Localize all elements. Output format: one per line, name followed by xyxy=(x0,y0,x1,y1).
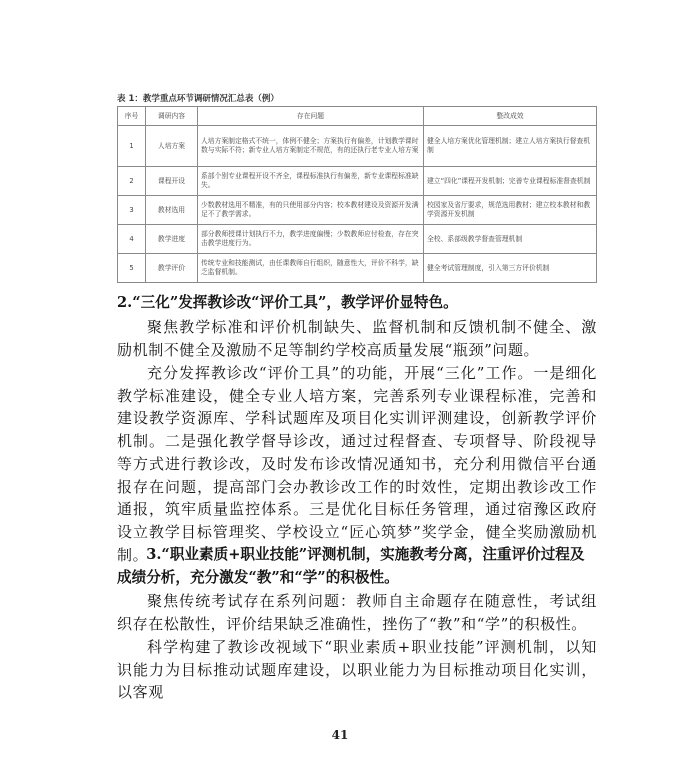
table-row xyxy=(118,167,597,196)
header-item: 调研内容 xyxy=(146,107,198,126)
page-number: 41 xyxy=(331,728,349,742)
cell-no: 4 xyxy=(118,225,146,254)
cell-no: 5 xyxy=(118,254,146,283)
cell-result: 健全考试管理制度，引入第三方评价机制 xyxy=(424,254,597,283)
paragraph-1: 聚焦教学标准和评价机制缺失、监督机制和反馈机制不健全、激励机制不健全及激励不足等制约学校高质量发展“瓶颈”问题。 xyxy=(117,318,597,359)
header-result: 整改成效 xyxy=(424,107,597,126)
section-heading-2: 2.“三化”发挥教诊改“评价工具”，教学评价显特色。 xyxy=(117,294,458,311)
header-no: 序号 xyxy=(118,107,146,126)
paragraph-3: 聚焦传统考试存在系列问题：教师自主命题存在随意性，考试组织存在松散性，评价结果缺乏准确性，挫伤了“教”和“学”的积极性。 xyxy=(117,592,597,633)
table-row xyxy=(118,126,597,167)
table-row xyxy=(118,196,597,225)
cell-item: 人培方案 xyxy=(146,126,198,167)
paragraph-4: 科学构建了教诊改视域下“职业素质+职业技能”评测机制，以知识能力为目标推动试题库建设，以职业能力为目标推动项目化实训，以客观 xyxy=(117,638,597,702)
cell-result: 全校、系部级教学督查管理机制 xyxy=(424,225,597,254)
table-row xyxy=(118,254,597,283)
cell-item: 教学进度 xyxy=(146,225,198,254)
table-header-row xyxy=(118,107,597,126)
cell-result: 健全人培方案优化管理机制；建立人培方案执行督查机制 xyxy=(424,126,597,167)
table-row xyxy=(118,225,597,254)
cell-problem: 传统专业和技能测试，由任课教师自行组织，随意性大，评价不科学，缺乏监督机制。 xyxy=(198,254,424,283)
cell-no: 2 xyxy=(118,167,146,196)
paragraph-2: 充分发挥教诊改“评价工具”的功能，开展“三化”工作。一是细化教学标准建设，健全专业人培方案，完善系列专业课程标准，完善和建设教学资源库、学科试题库及项目化实训评测建设，创新教学评价机制。二是强化教学督导诊改，通过过程督查、专项督导、阶段视导等方式进行教诊改，及时发布诊改情况通知书，充分利用微信平台通报存在问题，提高部门会办教诊改工作的时效性，定期出教诊改工作通报，筑牢质量监控体系。三是优化目标任务管理，通过宿豫区政府设立教学目标管理奖、学校设立“匠心筑梦”奖学金，健全奖励激励机制。 xyxy=(117,364,597,564)
cell-no: 3 xyxy=(118,196,146,225)
summary-table xyxy=(117,106,597,283)
cell-result: 建立“四化”课程开发机制；完善专业课程标准督查机制 xyxy=(424,167,597,196)
cell-no: 1 xyxy=(118,126,146,167)
cell-problem: 人培方案制定格式不统一，体例不健全；方案执行有偏差，计划教学课时数与实际不符；新专业人培方案制定不规范，有的还执行老专业人培方案 xyxy=(198,126,424,167)
cell-problem: 少数教材选用不精准，有的只使用部分内容；校本教材建设及资源开发满足不了教学需求。 xyxy=(198,196,424,225)
section-heading-3: 3.“职业素质+职业技能”评测机制，实施教考分离，注重评价过程及成绩分析，充分激发“教”和“学”的积极性。 xyxy=(117,546,585,586)
cell-item: 教学评价 xyxy=(146,254,198,283)
cell-item: 教材选用 xyxy=(146,196,198,225)
summary-table-block xyxy=(117,92,596,283)
cell-problem: 系部个别专业课程开设不齐全，课程标准执行有偏差，新专业课程标准缺失。 xyxy=(198,167,424,196)
header-problem: 存在问题 xyxy=(198,107,424,126)
table-caption: 表 1：教学重点环节调研情况汇总表（例） xyxy=(117,94,279,104)
cell-problem: 部分教师授课计划执行不力，教学进度偏慢；少数教师应付检查，存在突击教学进度行为。 xyxy=(198,225,424,254)
cell-result: 校园家及省厅要求，规范选用教材；建立校本教材和教学资源开发机制 xyxy=(424,196,597,225)
cell-item: 课程开设 xyxy=(146,167,198,196)
